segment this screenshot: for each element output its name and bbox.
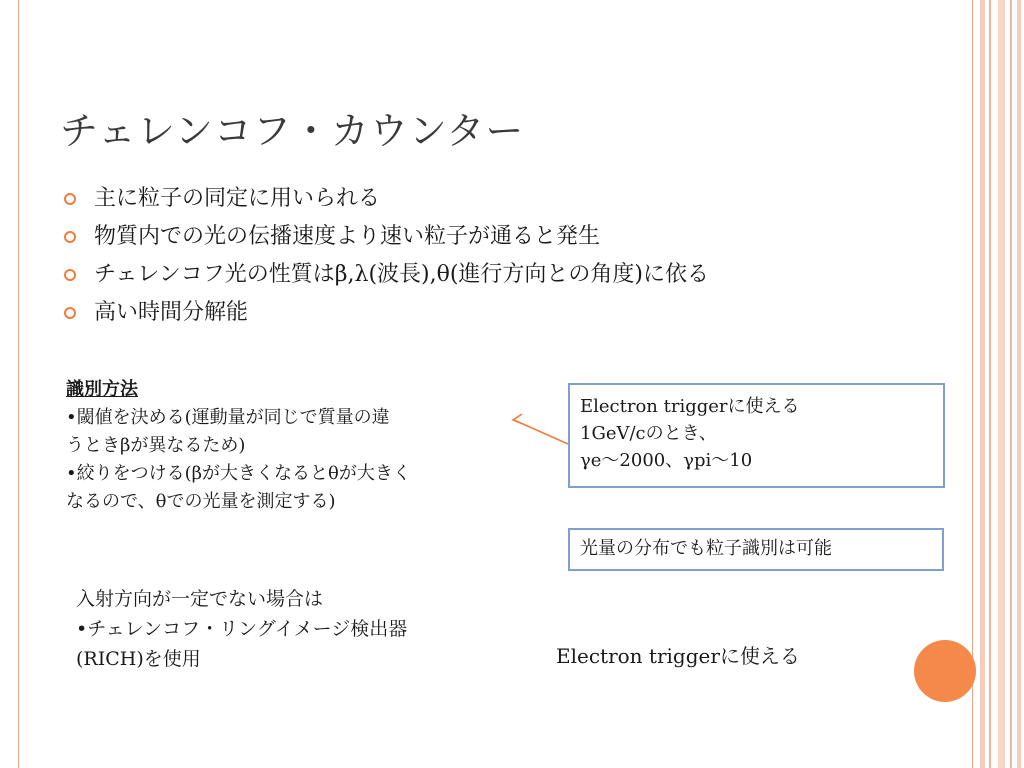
box-line: Electron triggerに使える bbox=[580, 396, 800, 417]
slide-title: チェレンコフ・カウンター bbox=[60, 109, 525, 153]
rich-line: •チェレンコフ・リングイメージ検出器 bbox=[76, 618, 408, 640]
arrow-icon bbox=[508, 410, 570, 446]
bullet-circle-icon bbox=[64, 193, 76, 205]
light-distribution-box bbox=[568, 528, 944, 571]
rich-line: (RICH)を使用 bbox=[76, 648, 201, 670]
rich-line: 入射方向が一定でない場合は bbox=[76, 588, 324, 610]
right-frame-stripes bbox=[972, 0, 1024, 768]
bullet-text: 高い時間分解能 bbox=[94, 300, 249, 325]
method-line: うときβが異なるため) bbox=[66, 435, 246, 456]
box-line: γe～2000、γpi～10 bbox=[580, 450, 753, 471]
method-line: なるので、θでの光量を測定する) bbox=[66, 491, 336, 512]
bullet-text: 物質内での光の伝播速度より速い粒子が通ると発生 bbox=[94, 224, 601, 249]
method-line: •絞りをつける(βが大きくなるとθが大きく bbox=[66, 463, 411, 484]
bullet-list bbox=[62, 180, 709, 332]
decorative-circle bbox=[914, 640, 976, 702]
identification-method bbox=[66, 376, 411, 516]
bullet-item bbox=[62, 218, 709, 256]
bullet-text: チェレンコフ光の性質はβ,λ(波長),θ(進行方向との角度)に依る bbox=[94, 262, 710, 287]
bullet-text: 主に粒子の同定に用いられる bbox=[94, 186, 381, 211]
bullet-circle-icon bbox=[64, 231, 76, 243]
electron-trigger-note: Electron triggerに使える bbox=[556, 644, 800, 668]
method-line: •閾値を決める(運動量が同じで質量の違 bbox=[66, 407, 390, 428]
bullet-item bbox=[62, 256, 709, 294]
bullet-circle-icon bbox=[64, 269, 76, 281]
electron-trigger-box bbox=[568, 383, 945, 488]
bullet-item bbox=[62, 180, 709, 218]
bullet-circle-icon bbox=[64, 307, 76, 319]
method-heading: 識別方法 bbox=[66, 379, 138, 400]
box-line: 1GeV/cのとき、 bbox=[580, 423, 717, 444]
left-frame-line bbox=[18, 0, 19, 768]
rich-note bbox=[76, 584, 407, 674]
bullet-item bbox=[62, 294, 709, 332]
box-text: 光量の分布でも粒子識別は可能 bbox=[580, 538, 832, 559]
